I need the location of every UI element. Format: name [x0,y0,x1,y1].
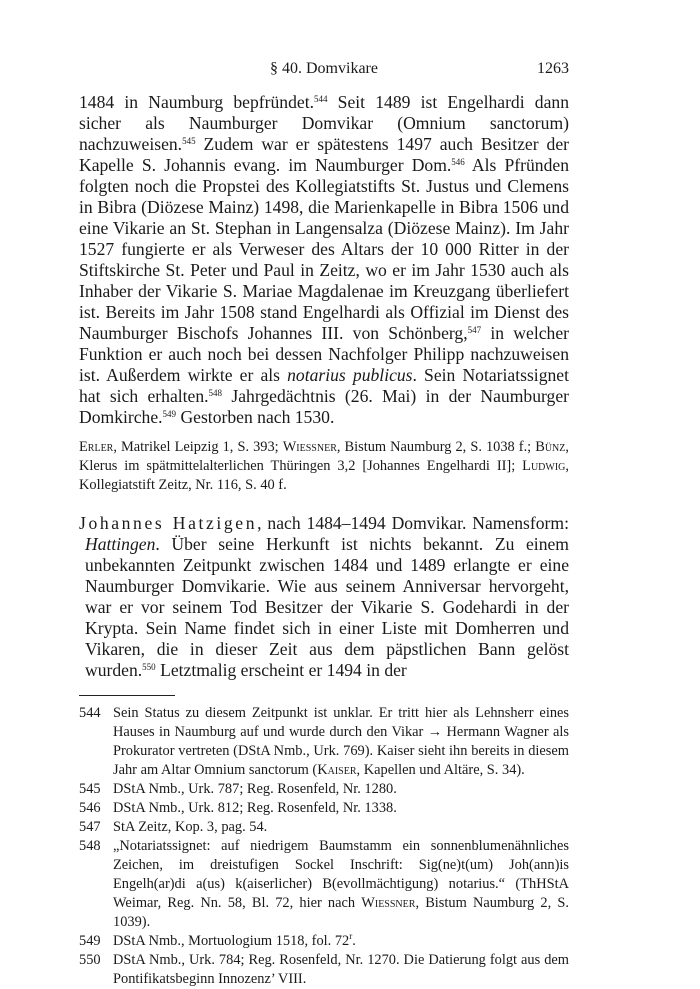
page-number: 1263 [537,60,569,77]
footnote-549: 549 DStA Nmb., Mortuologium 1518, fol. 72$^r$. [79,931,356,949]
running-title: § 40. Domvikare [270,60,378,77]
footnote-547: 547 StA Zeitz, Kop. 3, pag. 54. [79,819,268,835]
footnote-ref-549[interactable]: 549 [162,409,177,419]
footnote-545: 545 DStA Nmb., Urk. 787; Reg. Rosenfeld, Nr. 1280. [79,781,397,797]
footnote-ref-546[interactable]: 546 [451,157,465,167]
footnote-550: 550 DStA Nmb., Urk. 784; Reg. Rosenfeld, Nr. 1270. Die Datierung folgt aus dem Pontifikatsbeginn Innozenz’ VIII. [79,952,569,987]
footnote-544: 544 Sein Status zu diesem Zeitpunkt ist unklar. Er tritt hier als Lehnsherr eines Hauses in Naumburg auf und wurde durch den Vikar → Hermann Wagner als Prokurator vertreten (DStA Nmb., Urk. 769). Kaiser sieht ihn bereits in diesem Jahr am Altar Omnium sanctorum (Kaiser, Kapellen und Altäre, S. 34). [79,705,569,778]
entry-engelhardi-continuation: 1484 in Naumburg bepfründet.$^{544}$ Seit 1489 ist Engelhardi dann sicher als Naumburger Domvikar (Omnium sanctorum) nachzuweisen.$^{545}$ Zudem war er spätestens 1497 auch Besitzer der Kapelle S. Johannis evang. im Naumburger Dom.$^{546}$ Als Pfründen folgten noch die Propstei des Kollegiatstifts St. Justus und Clemens in Bibra (Diözese Mainz) 1498, die Marienkapelle in Bibra 1506 und eine Vikarie an St. Stephan in Langensalza (Diözese Mainz). Im Jahr 1527 fungierte er als Verweser des Altars der 10 000 Ritter in der Stiftskirche St. Peter und Paul in Zeitz, wo er im Jahr 1530 auch als Inhaber der Vikarie S. Mariae Magdalenae im Kreuzgang überliefert ist. Bereits im Jahr 1508 stand Engelhardi als Offizial im Dienst des Naumburger Bischofs Johannes III. von Schönberg,$^{547}$ in welcher Funktion er auch noch bei dessen Nachfolger Philipp nachzuweisen ist. Außerdem wirkte er als notarius publicus. Sein Notariatssignet hat sich erhalten.$^{548}$ Jahrgedächtnis (26. Mai) in der Naumburger Domkirche.$^{549}$ Gestorben nach 1530. [79,92,570,427]
footnote-ref-545[interactable]: 545 [182,136,196,146]
footnote-divider [79,695,175,696]
footnote-548: 548 „Notariatssignet: auf niedrigem Baumstamm ein sonnenblumenähnliches Zeichen, im dreistufigen Sockel Inschrift: Sig(ne)t(um) Joh(ann)is Engelh(ar)di a(us) k(aiserlicher) B(evollmächtigung) notarius.“ (ThHStA Weimar, Reg. Nn. 58, Bl. 72, hier nach Wiessner, Bistum Naumburg 2, S. 1039). [79,838,569,930]
sources-list: Erler, Matrikel Leipzig 1, S. 393; Wiessner, Bistum Naumburg 2, S. 1038 f.; Bünz, Klerus im spätmittelalterlichen Thüringen 3,2 [Johannes Engelhardi II]; Ludwig, Kollegiatstift Zeitz, Nr. 116, S. 40 f. [79,439,569,493]
footnote-ref-548[interactable]: 548 [208,388,223,398]
footnote-ref-544[interactable]: 544 [313,94,328,104]
footnote-ref-547[interactable]: 547 [467,325,482,335]
footnote-ref-550[interactable]: 550 [142,662,156,672]
running-header [79,60,569,82]
footnote-546: 546 DStA Nmb., Urk. 812; Reg. Rosenfeld, Nr. 1338. [79,800,397,816]
main-text [79,92,569,989]
entry-name: Johannes Hatzigen [79,513,258,533]
footnotes [79,704,569,989]
entry-hatzigen: Johannes Hatzigen, nach 1484–1494 Domvikar. Namensform: Hattingen. Über seine Herkunft ist nichts bekannt. Zu einem unbekannten Zeitpunkt zwischen 1484 und 1489 erlangte er eine Naumburger Domvikarie. Wie aus seinem Anniversar hervorgeht, war er vor seinem Tod Besitzer der Vikarie S. Godehardi in der Krypta. Sein Name findet sich in einer Liste mit Domherren und Vikaren, die in dieser Zeit aus dem päpstlichen Bann gelöst wurden.$^{550}$ Letztmalig erscheint er 1494 in der [79,513,569,680]
